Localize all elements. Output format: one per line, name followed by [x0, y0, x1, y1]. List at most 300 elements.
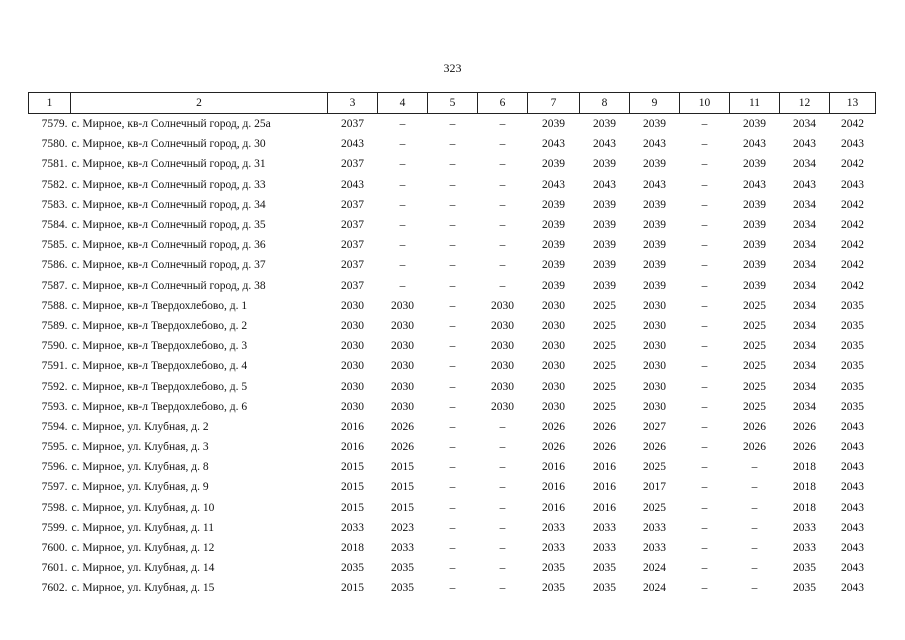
row-value-col-13: 2043	[841, 178, 864, 191]
row-number: 7602.	[41, 582, 68, 595]
row-number: 7595.	[41, 441, 68, 454]
row-value-col-12: 2043	[793, 138, 816, 151]
row-value-col-3: 2043	[341, 178, 364, 191]
row-value-col-11: 2039	[743, 259, 766, 272]
row-number: 7599.	[41, 521, 68, 534]
column-header-10: 10	[680, 93, 730, 114]
row-value-col-4: 2026	[391, 420, 414, 433]
row-value-col-13: 2035	[841, 299, 864, 312]
row-value-col-9: 2033	[643, 521, 666, 534]
row-value-col-12: 2018	[793, 461, 816, 474]
row-value-col-13: 2043	[841, 481, 864, 494]
row-value-col-3: 2015	[341, 582, 364, 595]
row-value-col-10: –	[701, 360, 708, 373]
row-value-col-13: 2043	[841, 542, 864, 555]
row-value-col-9: 2030	[643, 360, 666, 373]
row-value-col-7: 2030	[542, 319, 565, 332]
row-value-col-9: 2039	[643, 198, 666, 211]
row-address: с. Мирное, кв-л Солнечный город, д. 31	[71, 158, 266, 171]
row-value-col-6: 2030	[491, 340, 514, 353]
row-value-col-7: 2026	[542, 441, 565, 454]
row-value-col-13: 2043	[841, 501, 864, 514]
row-value-col-4: –	[399, 239, 406, 252]
row-value-col-7: 2030	[542, 400, 565, 413]
row-value-col-12: 2026	[793, 441, 816, 454]
row-value-col-4: 2035	[391, 562, 414, 575]
row-value-col-9: 2039	[643, 158, 666, 171]
row-value-col-3: 2033	[341, 521, 364, 534]
row-number: 7589.	[41, 319, 68, 332]
row-value-col-5: –	[449, 441, 456, 454]
row-value-col-6: –	[499, 501, 506, 514]
row-value-col-11: 2039	[743, 219, 766, 232]
row-address: с. Мирное, кв-л Солнечный город, д. 34	[71, 198, 266, 211]
row-value-col-7: 2043	[542, 178, 565, 191]
row-value-col-10: –	[701, 562, 708, 575]
row-address: с. Мирное, ул. Клубная, д. 2	[71, 420, 209, 433]
row-value-col-9: 2030	[643, 400, 666, 413]
table-row	[29, 437, 876, 457]
row-value-col-6: –	[499, 461, 506, 474]
row-value-col-4: 2026	[391, 441, 414, 454]
column-header-2: 2	[71, 93, 328, 114]
row-value-col-9: 2024	[643, 562, 666, 575]
row-value-col-4: 2015	[391, 501, 414, 514]
row-value-col-11: 2039	[743, 118, 766, 131]
row-value-col-13: 2035	[841, 319, 864, 332]
row-value-col-5: –	[449, 279, 456, 292]
row-value-col-13: 2043	[841, 138, 864, 151]
row-value-col-7: 2030	[542, 360, 565, 373]
table-row	[29, 477, 876, 497]
row-value-col-5: –	[449, 420, 456, 433]
row-value-col-6: –	[499, 420, 506, 433]
row-value-col-12: 2035	[793, 562, 816, 575]
row-value-col-7: 2039	[542, 239, 565, 252]
table-row	[29, 518, 876, 538]
row-value-col-12: 2034	[793, 118, 816, 131]
row-value-col-3: 2037	[341, 118, 364, 131]
row-value-col-8: 2033	[593, 521, 616, 534]
row-value-col-13: 2042	[841, 219, 864, 232]
row-value-col-9: 2030	[643, 319, 666, 332]
row-value-col-13: 2042	[841, 279, 864, 292]
row-value-col-11: 2039	[743, 198, 766, 211]
row-value-col-6: –	[499, 542, 506, 555]
table-row	[29, 235, 876, 255]
row-value-col-7: 2033	[542, 542, 565, 555]
row-value-col-3: 2037	[341, 279, 364, 292]
row-value-col-3: 2030	[341, 380, 364, 393]
row-value-col-8: 2043	[593, 178, 616, 191]
row-value-col-10: –	[701, 420, 708, 433]
row-value-col-6: 2030	[491, 360, 514, 373]
row-value-col-12: 2034	[793, 279, 816, 292]
row-address: с. Мирное, ул. Клубная, д. 11	[71, 521, 214, 534]
column-header-3: 3	[328, 93, 378, 114]
row-value-col-10: –	[701, 219, 708, 232]
table-row	[29, 457, 876, 477]
row-value-col-12: 2034	[793, 400, 816, 413]
row-value-col-13: 2043	[841, 582, 864, 595]
row-value-col-13: 2043	[841, 461, 864, 474]
row-value-col-4: –	[399, 178, 406, 191]
row-value-col-9: 2027	[643, 420, 666, 433]
row-value-col-8: 2025	[593, 340, 616, 353]
row-value-col-9: 2039	[643, 219, 666, 232]
row-address: с. Мирное, ул. Клубная, д. 3	[71, 441, 209, 454]
row-value-col-11: –	[751, 461, 758, 474]
row-value-col-9: 2039	[643, 279, 666, 292]
row-value-col-8: 2035	[593, 562, 616, 575]
row-value-col-7: 2030	[542, 299, 565, 312]
row-value-col-8: 2039	[593, 198, 616, 211]
row-value-col-11: –	[751, 521, 758, 534]
row-value-col-4: –	[399, 158, 406, 171]
table-row	[29, 134, 876, 154]
row-address: с. Мирное, кв-л Солнечный город, д. 25а	[71, 118, 271, 131]
row-value-col-5: –	[449, 542, 456, 555]
table-row	[29, 276, 876, 296]
column-header-7: 7	[528, 93, 580, 114]
row-value-col-10: –	[701, 299, 708, 312]
row-value-col-10: –	[701, 198, 708, 211]
row-value-col-7: 2039	[542, 279, 565, 292]
column-header-6: 6	[478, 93, 528, 114]
table-row	[29, 255, 876, 275]
row-value-col-8: 2025	[593, 299, 616, 312]
row-value-col-4: –	[399, 219, 406, 232]
row-value-col-7: 2035	[542, 562, 565, 575]
row-value-col-4: 2015	[391, 461, 414, 474]
row-value-col-11: –	[751, 562, 758, 575]
register-table	[28, 92, 876, 599]
row-value-col-5: –	[449, 582, 456, 595]
row-value-col-3: 2016	[341, 441, 364, 454]
row-value-col-12: 2034	[793, 340, 816, 353]
row-address: с. Мирное, кв-л Солнечный город, д. 38	[71, 279, 266, 292]
row-value-col-3: 2015	[341, 481, 364, 494]
table-row	[29, 195, 876, 215]
row-value-col-6: –	[499, 198, 506, 211]
row-number: 7587.	[41, 279, 68, 292]
row-value-col-4: 2033	[391, 542, 414, 555]
row-value-col-10: –	[701, 400, 708, 413]
row-value-col-11: 2025	[743, 360, 766, 373]
row-number: 7588.	[41, 299, 68, 312]
row-value-col-5: –	[449, 259, 456, 272]
row-value-col-3: 2037	[341, 198, 364, 211]
row-value-col-5: –	[449, 521, 456, 534]
row-value-col-10: –	[701, 521, 708, 534]
row-value-col-10: –	[701, 239, 708, 252]
row-value-col-4: 2015	[391, 481, 414, 494]
row-address: с. Мирное, кв-л Твердохлебово, д. 4	[71, 360, 248, 373]
row-value-col-7: 2039	[542, 198, 565, 211]
row-value-col-3: 2016	[341, 420, 364, 433]
row-number: 7600.	[41, 542, 68, 555]
row-value-col-10: –	[701, 138, 708, 151]
row-value-col-12: 2034	[793, 198, 816, 211]
row-number: 7597.	[41, 481, 68, 494]
row-value-col-5: –	[449, 198, 456, 211]
row-value-col-10: –	[701, 340, 708, 353]
table-row	[29, 578, 876, 598]
row-value-col-6: –	[499, 138, 506, 151]
row-value-col-5: –	[449, 319, 456, 332]
row-address: с. Мирное, кв-л Твердохлебово, д. 6	[71, 400, 248, 413]
row-number: 7581.	[41, 158, 68, 171]
column-header-13: 13	[830, 93, 876, 114]
row-value-col-11: 2025	[743, 400, 766, 413]
row-value-col-4: –	[399, 198, 406, 211]
table-row	[29, 215, 876, 235]
row-value-col-10: –	[701, 582, 708, 595]
row-value-col-8: 2025	[593, 319, 616, 332]
row-value-col-10: –	[701, 118, 708, 131]
row-value-col-6: 2030	[491, 319, 514, 332]
row-value-col-3: 2035	[341, 562, 364, 575]
row-address: с. Мирное, ул. Клубная, д. 15	[71, 582, 215, 595]
row-value-col-12: 2018	[793, 501, 816, 514]
row-value-col-6: 2030	[491, 380, 514, 393]
row-address: с. Мирное, кв-л Твердохлебово, д. 5	[71, 380, 248, 393]
row-value-col-6: –	[499, 259, 506, 272]
row-value-col-7: 2039	[542, 259, 565, 272]
row-value-col-8: 2016	[593, 501, 616, 514]
row-address: с. Мирное, кв-л Солнечный город, д. 37	[71, 259, 266, 272]
row-value-col-8: 2025	[593, 360, 616, 373]
table-header	[29, 93, 876, 114]
row-value-col-3: 2030	[341, 340, 364, 353]
table-row	[29, 336, 876, 356]
row-value-col-5: –	[449, 380, 456, 393]
row-value-col-7: 2043	[542, 138, 565, 151]
row-number: 7585.	[41, 239, 68, 252]
row-number: 7583.	[41, 198, 68, 211]
row-number: 7598.	[41, 501, 68, 514]
row-number: 7580.	[41, 138, 68, 151]
row-value-col-10: –	[701, 542, 708, 555]
row-value-col-3: 2037	[341, 239, 364, 252]
row-value-col-12: 2033	[793, 542, 816, 555]
row-value-col-9: 2043	[643, 178, 666, 191]
row-value-col-4: 2030	[391, 380, 414, 393]
row-value-col-11: 2025	[743, 380, 766, 393]
row-value-col-5: –	[449, 461, 456, 474]
row-address: с. Мирное, кв-л Твердохлебово, д. 3	[71, 340, 248, 353]
row-value-col-5: –	[449, 158, 456, 171]
row-value-col-3: 2037	[341, 259, 364, 272]
row-number: 7590.	[41, 340, 68, 353]
row-address: с. Мирное, кв-л Солнечный город, д. 33	[71, 178, 266, 191]
row-value-col-11: 2025	[743, 319, 766, 332]
row-value-col-6: 2030	[491, 400, 514, 413]
row-number: 7579.	[41, 118, 68, 131]
row-value-col-3: 2015	[341, 501, 364, 514]
row-value-col-13: 2035	[841, 360, 864, 373]
row-value-col-9: 2033	[643, 542, 666, 555]
row-value-col-13: 2043	[841, 420, 864, 433]
row-value-col-13: 2035	[841, 340, 864, 353]
row-value-col-10: –	[701, 481, 708, 494]
page-number: 323	[443, 61, 462, 75]
row-value-col-8: 2025	[593, 380, 616, 393]
row-value-col-8: 2039	[593, 219, 616, 232]
row-value-col-4: 2035	[391, 582, 414, 595]
row-value-col-7: 2016	[542, 501, 565, 514]
table-row	[29, 356, 876, 376]
row-value-col-12: 2034	[793, 239, 816, 252]
row-value-col-3: 2037	[341, 219, 364, 232]
row-value-col-9: 2025	[643, 461, 666, 474]
row-value-col-8: 2039	[593, 118, 616, 131]
row-value-col-8: 2039	[593, 239, 616, 252]
row-value-col-7: 2026	[542, 420, 565, 433]
row-value-col-10: –	[701, 501, 708, 514]
row-value-col-4: 2030	[391, 400, 414, 413]
row-address: с. Мирное, ул. Клубная, д. 14	[71, 562, 215, 575]
table-row	[29, 296, 876, 316]
row-value-col-13: 2042	[841, 198, 864, 211]
row-value-col-9: 2024	[643, 582, 666, 595]
row-number: 7594.	[41, 420, 68, 433]
row-value-col-7: 2039	[542, 158, 565, 171]
row-number: 7593.	[41, 400, 68, 413]
row-value-col-7: 2033	[542, 521, 565, 534]
column-header-9: 9	[630, 93, 680, 114]
row-value-col-5: –	[449, 239, 456, 252]
row-number: 7591.	[41, 360, 68, 373]
row-value-col-13: 2042	[841, 118, 864, 131]
row-address: с. Мирное, кв-л Солнечный город, д. 36	[71, 239, 266, 252]
row-value-col-8: 2016	[593, 481, 616, 494]
column-header-5: 5	[428, 93, 478, 114]
row-value-col-11: 2025	[743, 340, 766, 353]
row-value-col-12: 2033	[793, 521, 816, 534]
row-value-col-3: 2030	[341, 299, 364, 312]
row-value-col-6: –	[499, 279, 506, 292]
row-value-col-3: 2030	[341, 360, 364, 373]
table-row	[29, 498, 876, 518]
row-value-col-6: –	[499, 158, 506, 171]
row-value-col-12: 2034	[793, 259, 816, 272]
row-number: 7596.	[41, 461, 68, 474]
row-value-col-4: –	[399, 138, 406, 151]
row-value-col-5: –	[449, 501, 456, 514]
header-row	[29, 93, 876, 114]
row-number: 7601.	[41, 562, 68, 575]
row-value-col-11: 2039	[743, 279, 766, 292]
row-value-col-7: 2016	[542, 481, 565, 494]
row-value-col-3: 2043	[341, 138, 364, 151]
row-value-col-4: 2023	[391, 521, 414, 534]
row-value-col-9: 2043	[643, 138, 666, 151]
table-body	[29, 114, 876, 599]
row-value-col-13: 2043	[841, 441, 864, 454]
row-value-col-4: 2030	[391, 299, 414, 312]
row-value-col-12: 2034	[793, 219, 816, 232]
row-value-col-8: 2035	[593, 582, 616, 595]
row-value-col-11: –	[751, 481, 758, 494]
row-value-col-11: 2026	[743, 420, 766, 433]
row-value-col-4: –	[399, 118, 406, 131]
row-value-col-9: 2039	[643, 239, 666, 252]
row-number: 7592.	[41, 380, 68, 393]
row-value-col-4: –	[399, 259, 406, 272]
row-value-col-12: 2034	[793, 158, 816, 171]
row-value-col-12: 2034	[793, 360, 816, 373]
row-address: с. Мирное, ул. Клубная, д. 10	[71, 501, 215, 514]
row-value-col-10: –	[701, 380, 708, 393]
row-value-col-6: –	[499, 118, 506, 131]
row-value-col-6: –	[499, 582, 506, 595]
row-address: с. Мирное, кв-л Солнечный город, д. 30	[71, 138, 266, 151]
row-value-col-11: 2026	[743, 441, 766, 454]
row-value-col-8: 2026	[593, 420, 616, 433]
row-value-col-11: –	[751, 542, 758, 555]
row-number: 7586.	[41, 259, 68, 272]
row-value-col-8: 2016	[593, 461, 616, 474]
row-value-col-9: 2030	[643, 380, 666, 393]
row-value-col-5: –	[449, 118, 456, 131]
row-value-col-11: 2043	[743, 138, 766, 151]
row-value-col-6: –	[499, 481, 506, 494]
row-value-col-5: –	[449, 299, 456, 312]
row-value-col-5: –	[449, 400, 456, 413]
table-row	[29, 397, 876, 417]
row-value-col-10: –	[701, 178, 708, 191]
row-value-col-5: –	[449, 219, 456, 232]
row-value-col-3: 2015	[341, 461, 364, 474]
row-value-col-9: 2017	[643, 481, 666, 494]
row-address: с. Мирное, кв-л Солнечный город, д. 35	[71, 219, 266, 232]
row-value-col-12: 2034	[793, 299, 816, 312]
row-number: 7582.	[41, 178, 68, 191]
row-value-col-10: –	[701, 319, 708, 332]
row-value-col-12: 2043	[793, 178, 816, 191]
row-value-col-3: 2018	[341, 542, 364, 555]
row-value-col-11: –	[751, 582, 758, 595]
row-value-col-9: 2039	[643, 259, 666, 272]
table-row	[29, 558, 876, 578]
column-header-8: 8	[580, 93, 630, 114]
row-value-col-4: –	[399, 279, 406, 292]
row-value-col-8: 2039	[593, 279, 616, 292]
row-value-col-13: 2042	[841, 239, 864, 252]
row-value-col-10: –	[701, 158, 708, 171]
row-value-col-10: –	[701, 259, 708, 272]
table-row	[29, 417, 876, 437]
column-header-12: 12	[780, 93, 830, 114]
row-value-col-11: –	[751, 501, 758, 514]
row-value-col-12: 2034	[793, 380, 816, 393]
row-value-col-13: 2043	[841, 521, 864, 534]
row-value-col-7: 2035	[542, 582, 565, 595]
row-value-col-13: 2035	[841, 400, 864, 413]
row-value-col-7: 2016	[542, 461, 565, 474]
row-value-col-10: –	[701, 279, 708, 292]
row-value-col-11: 2025	[743, 299, 766, 312]
row-value-col-5: –	[449, 178, 456, 191]
row-value-col-6: –	[499, 521, 506, 534]
row-value-col-13: 2043	[841, 562, 864, 575]
row-value-col-9: 2030	[643, 340, 666, 353]
row-value-col-8: 2025	[593, 400, 616, 413]
column-header-4: 4	[378, 93, 428, 114]
row-value-col-12: 2018	[793, 481, 816, 494]
row-value-col-8: 2039	[593, 158, 616, 171]
